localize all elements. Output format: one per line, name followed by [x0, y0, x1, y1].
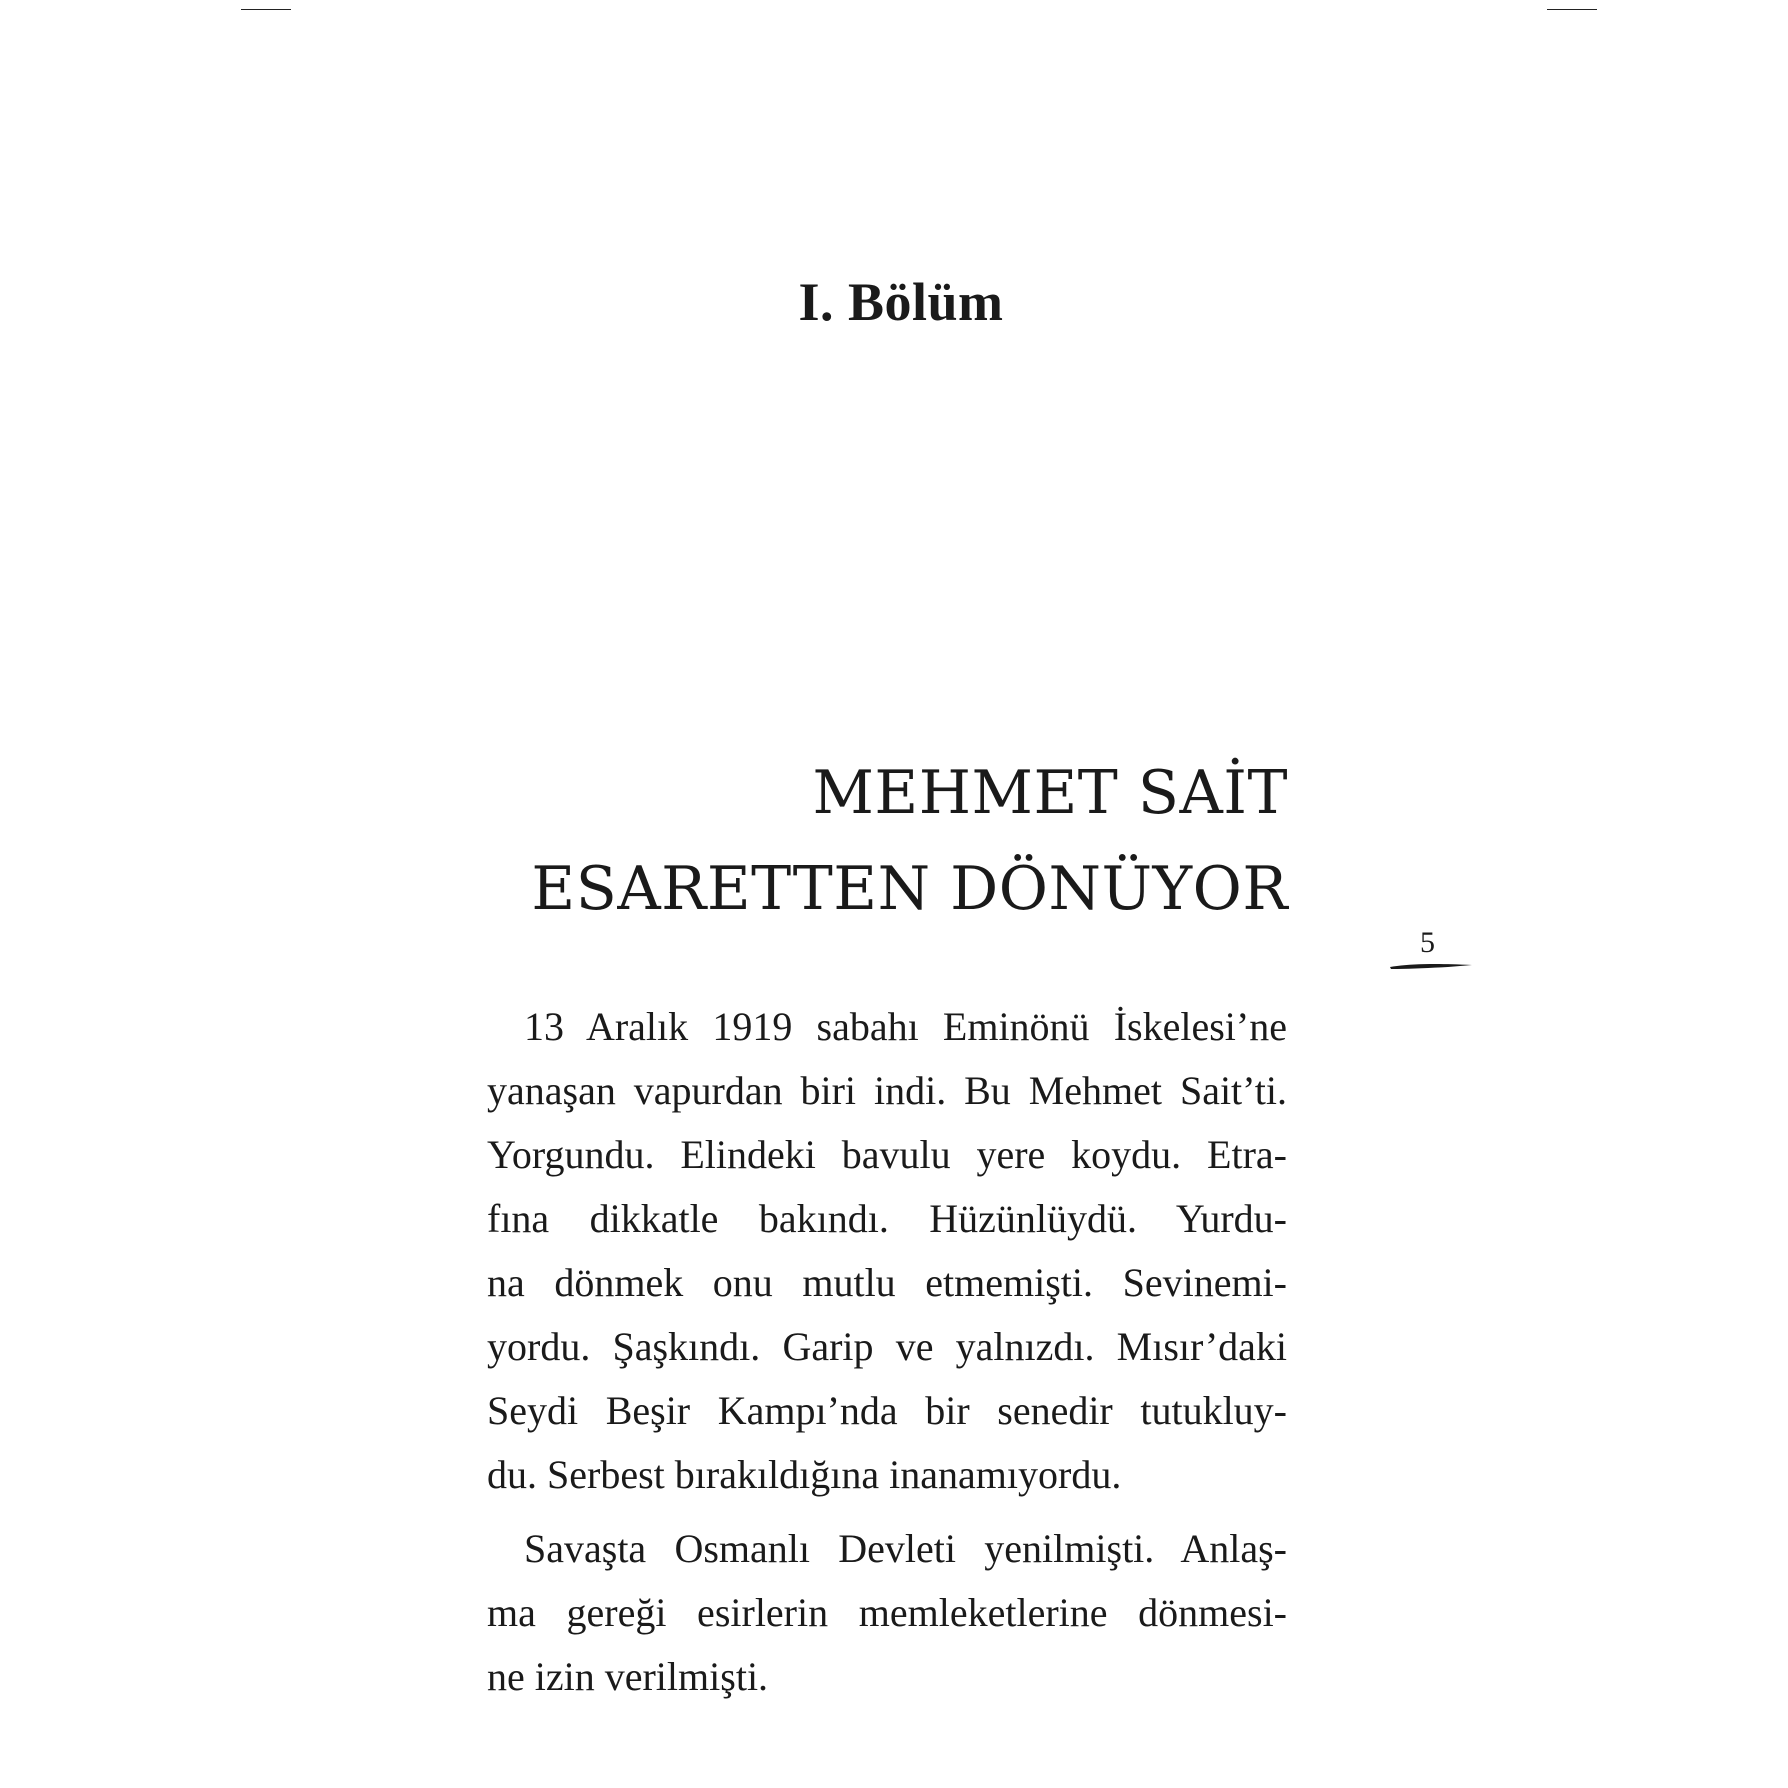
text-line: na dönmek onu mutlu etmemişti. Sevinemi- [487, 1260, 1287, 1305]
text-line: ne izin verilmişti. [487, 1654, 769, 1699]
text-line: ma gereği esirlerin memleketlerine dönmesi- [487, 1590, 1287, 1635]
text-line: du. Serbest bırakıldığına inanamıyordu. [487, 1452, 1122, 1497]
crop-mark-left [241, 9, 291, 10]
text-line: Savaşta Osmanlı Devleti yenilmişti. Anlaş- [524, 1526, 1287, 1571]
body-text [487, 995, 1287, 1719]
chapter-title-line-2: ESARETTEN DÖNÜYOR [531, 854, 1288, 924]
paragraph-1 [487, 995, 1287, 1507]
text-line: fına dikkatle bakındı. Hüzünlüydü. Yurdu- [487, 1196, 1287, 1241]
text-line: Seydi Beşir Kampı’nda bir senedir tutukluy- [487, 1388, 1287, 1433]
chapter-title [440, 745, 1288, 937]
page-number-block [1388, 928, 1474, 976]
brush-stroke-icon [1388, 958, 1474, 974]
part-heading: I. Bölüm [798, 272, 1004, 332]
crop-mark-right [1547, 9, 1597, 10]
text-line: Yorgundu. Elindeki bavulu yere koydu. Etra- [487, 1132, 1287, 1177]
paragraph-2 [487, 1517, 1287, 1709]
text-line: yanaşan vapurdan biri indi. Bu Mehmet Sait’ti. [487, 1068, 1287, 1113]
page-number: 5 [1420, 926, 1435, 959]
chapter-title-line-1: MEHMET SAİT [812, 758, 1288, 828]
text-line: yordu. Şaşkındı. Garip ve yalnızdı. Mısır’daki [487, 1324, 1287, 1369]
text-line: 13 Aralık 1919 sabahı Eminönü İskelesi’ne [524, 1004, 1287, 1049]
